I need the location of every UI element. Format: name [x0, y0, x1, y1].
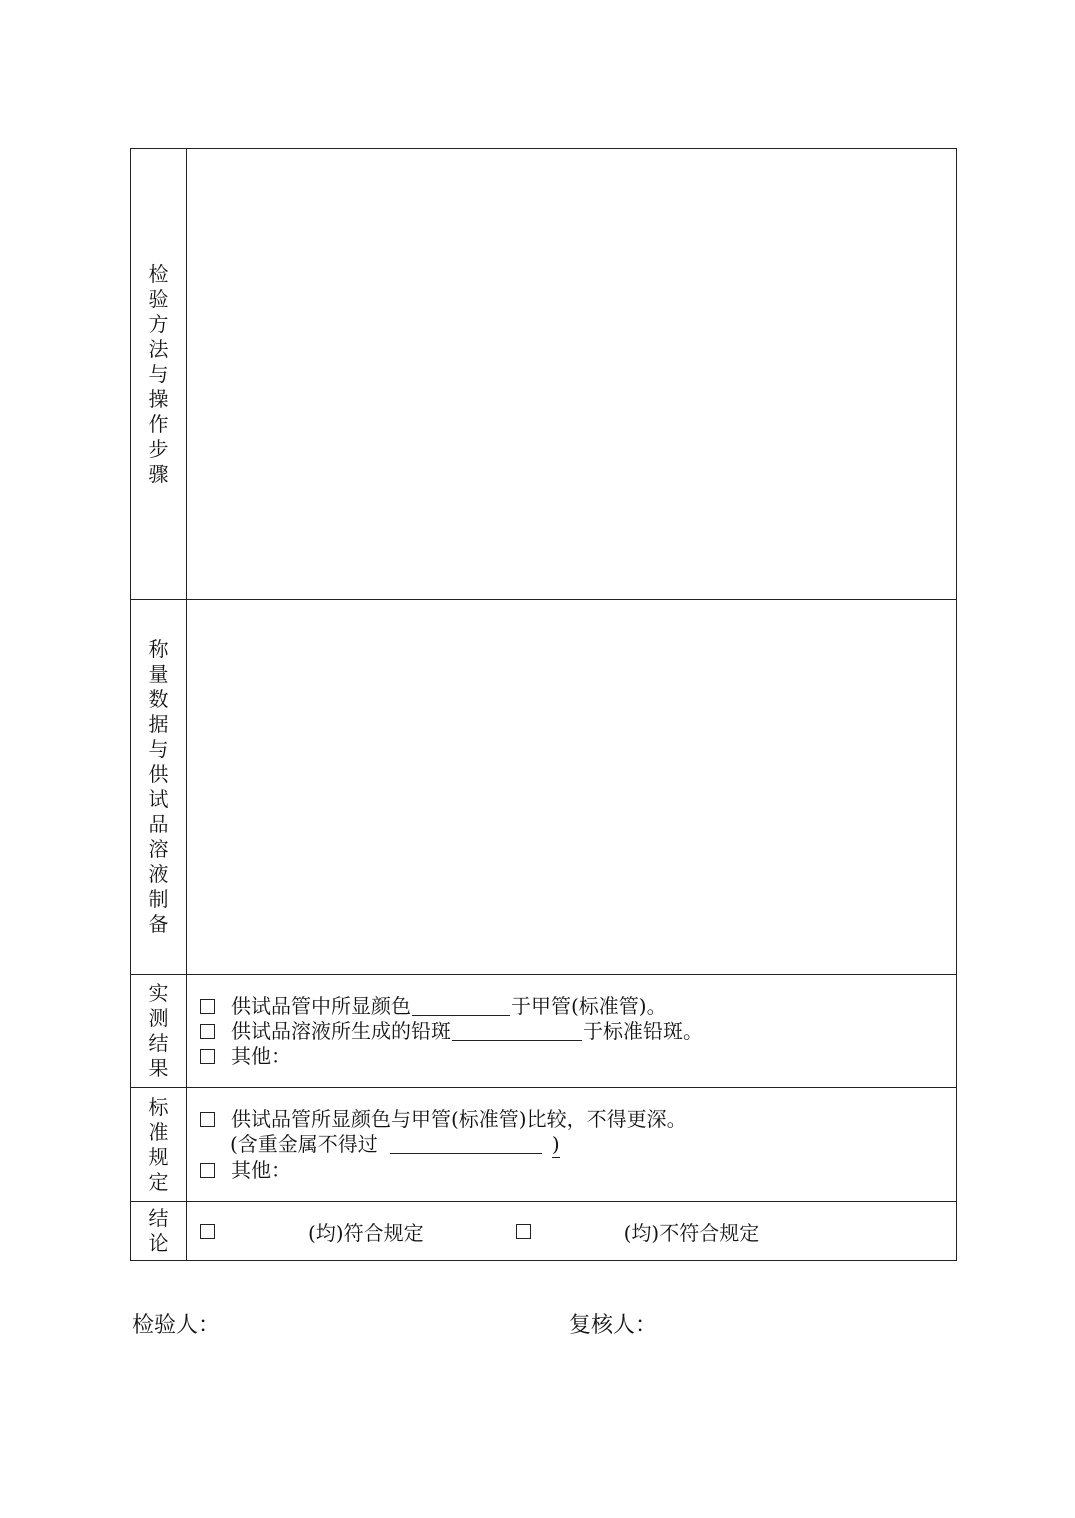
label-char: 结: [148, 1206, 169, 1230]
label-char: 规: [148, 1144, 169, 1169]
label-char: 称: [148, 637, 169, 661]
label-char: 验: [148, 286, 169, 311]
standard-options: [187, 1107, 956, 1183]
label-char: 供: [148, 762, 169, 786]
label-char: 数: [148, 687, 169, 711]
label-char: 步: [148, 436, 169, 461]
result-color-text: 供试品管中所显颜色: [231, 993, 411, 1018]
standard-other-checkbox[interactable]: [200, 1163, 215, 1178]
standard-compare-text: 供试品管所显颜色与甲管(标准管)比较，不得更深。: [231, 1106, 687, 1131]
method-row: [131, 149, 957, 600]
result-label-cell: [131, 975, 187, 1088]
conclusion-label-cell: [131, 1202, 187, 1261]
result-row: [131, 975, 957, 1088]
standard-label-cell: [131, 1088, 187, 1202]
label-char: 标: [148, 1094, 169, 1119]
label-char: 定: [148, 1169, 169, 1194]
standard-compare-checkbox[interactable]: [200, 1112, 215, 1127]
conclusion-fail-option: [516, 1217, 760, 1246]
standard-limit-blank[interactable]: [390, 1135, 542, 1154]
result-option-spot: [200, 1019, 956, 1044]
label-char: 品: [148, 812, 169, 836]
standard-option-compare: [200, 1107, 956, 1132]
standard-label: [131, 1088, 186, 1201]
standard-content-cell: [187, 1088, 957, 1202]
weighing-label: [131, 600, 186, 974]
label-char: 制: [148, 887, 169, 911]
conclusion-pass-checkbox[interactable]: [200, 1224, 215, 1239]
result-option-other: [200, 1044, 956, 1069]
label-char: 溶: [148, 837, 169, 861]
standard-option-other: [200, 1158, 956, 1183]
result-spot-checkbox[interactable]: [200, 1024, 215, 1039]
result-label: [131, 975, 186, 1087]
label-char: 骤: [148, 461, 169, 486]
label-char: 方: [148, 311, 169, 336]
label-char: 试: [148, 787, 169, 811]
result-option-color: [200, 994, 956, 1019]
result-other-checkbox[interactable]: [200, 1049, 215, 1064]
method-content-cell[interactable]: [187, 149, 957, 600]
label-char: 据: [148, 712, 169, 736]
label-char: 与: [148, 737, 169, 761]
label-char: 量: [148, 662, 169, 686]
label-char: 与: [148, 361, 169, 386]
weighing-label-cell: [131, 600, 187, 975]
label-char: 测: [148, 1006, 169, 1030]
weighing-row: [131, 600, 957, 975]
conclusion-pass-text: (均)符合规定: [308, 1220, 424, 1245]
label-char: 备: [148, 912, 169, 936]
conclusion-label: [131, 1202, 186, 1260]
result-spot-text-after: 于标准铅斑。: [583, 1018, 703, 1043]
label-char: 作: [148, 411, 169, 436]
method-label-cell: [131, 149, 187, 600]
conclusion-fail-text: (均)不符合规定: [623, 1220, 760, 1245]
label-char: 论: [148, 1231, 169, 1255]
inspector-signature-label: 检验人：: [132, 1313, 221, 1338]
result-color-text-after: 于甲管(标准管)。: [511, 993, 667, 1018]
conclusion-content-cell: [187, 1202, 957, 1261]
conclusion-row: [131, 1202, 957, 1261]
result-spot-blank[interactable]: [452, 1022, 582, 1041]
conclusion-fail-checkbox[interactable]: [516, 1224, 531, 1239]
label-char: 检: [148, 261, 169, 286]
label-char: 液: [148, 862, 169, 886]
inspection-record-table: [130, 148, 957, 1261]
standard-other-text: 其他：: [231, 1157, 291, 1182]
result-other-text: 其他：: [231, 1043, 291, 1068]
label-char: 实: [148, 981, 169, 1005]
label-char: 准: [148, 1119, 169, 1144]
label-char: 操: [148, 386, 169, 411]
result-color-blank[interactable]: [412, 997, 510, 1016]
standard-row: [131, 1088, 957, 1202]
conclusion-options: [187, 1217, 956, 1246]
standard-limit-line: [200, 1132, 956, 1158]
result-spot-text: 供试品溶液所生成的铅斑: [231, 1018, 451, 1043]
result-content-cell: [187, 975, 957, 1088]
conclusion-pass-option: [200, 1217, 424, 1246]
result-options: [187, 994, 956, 1069]
label-char: 果: [148, 1056, 169, 1080]
standard-limit-text: (含重金属不得过: [230, 1132, 378, 1156]
weighing-content-cell[interactable]: [187, 600, 957, 975]
reviewer-signature-label: 复核人：: [569, 1313, 658, 1338]
standard-limit-paren: ): [551, 1131, 560, 1156]
method-label: [131, 149, 186, 599]
label-char: 结: [148, 1031, 169, 1055]
label-char: 法: [148, 336, 169, 361]
result-color-checkbox[interactable]: [200, 999, 215, 1014]
